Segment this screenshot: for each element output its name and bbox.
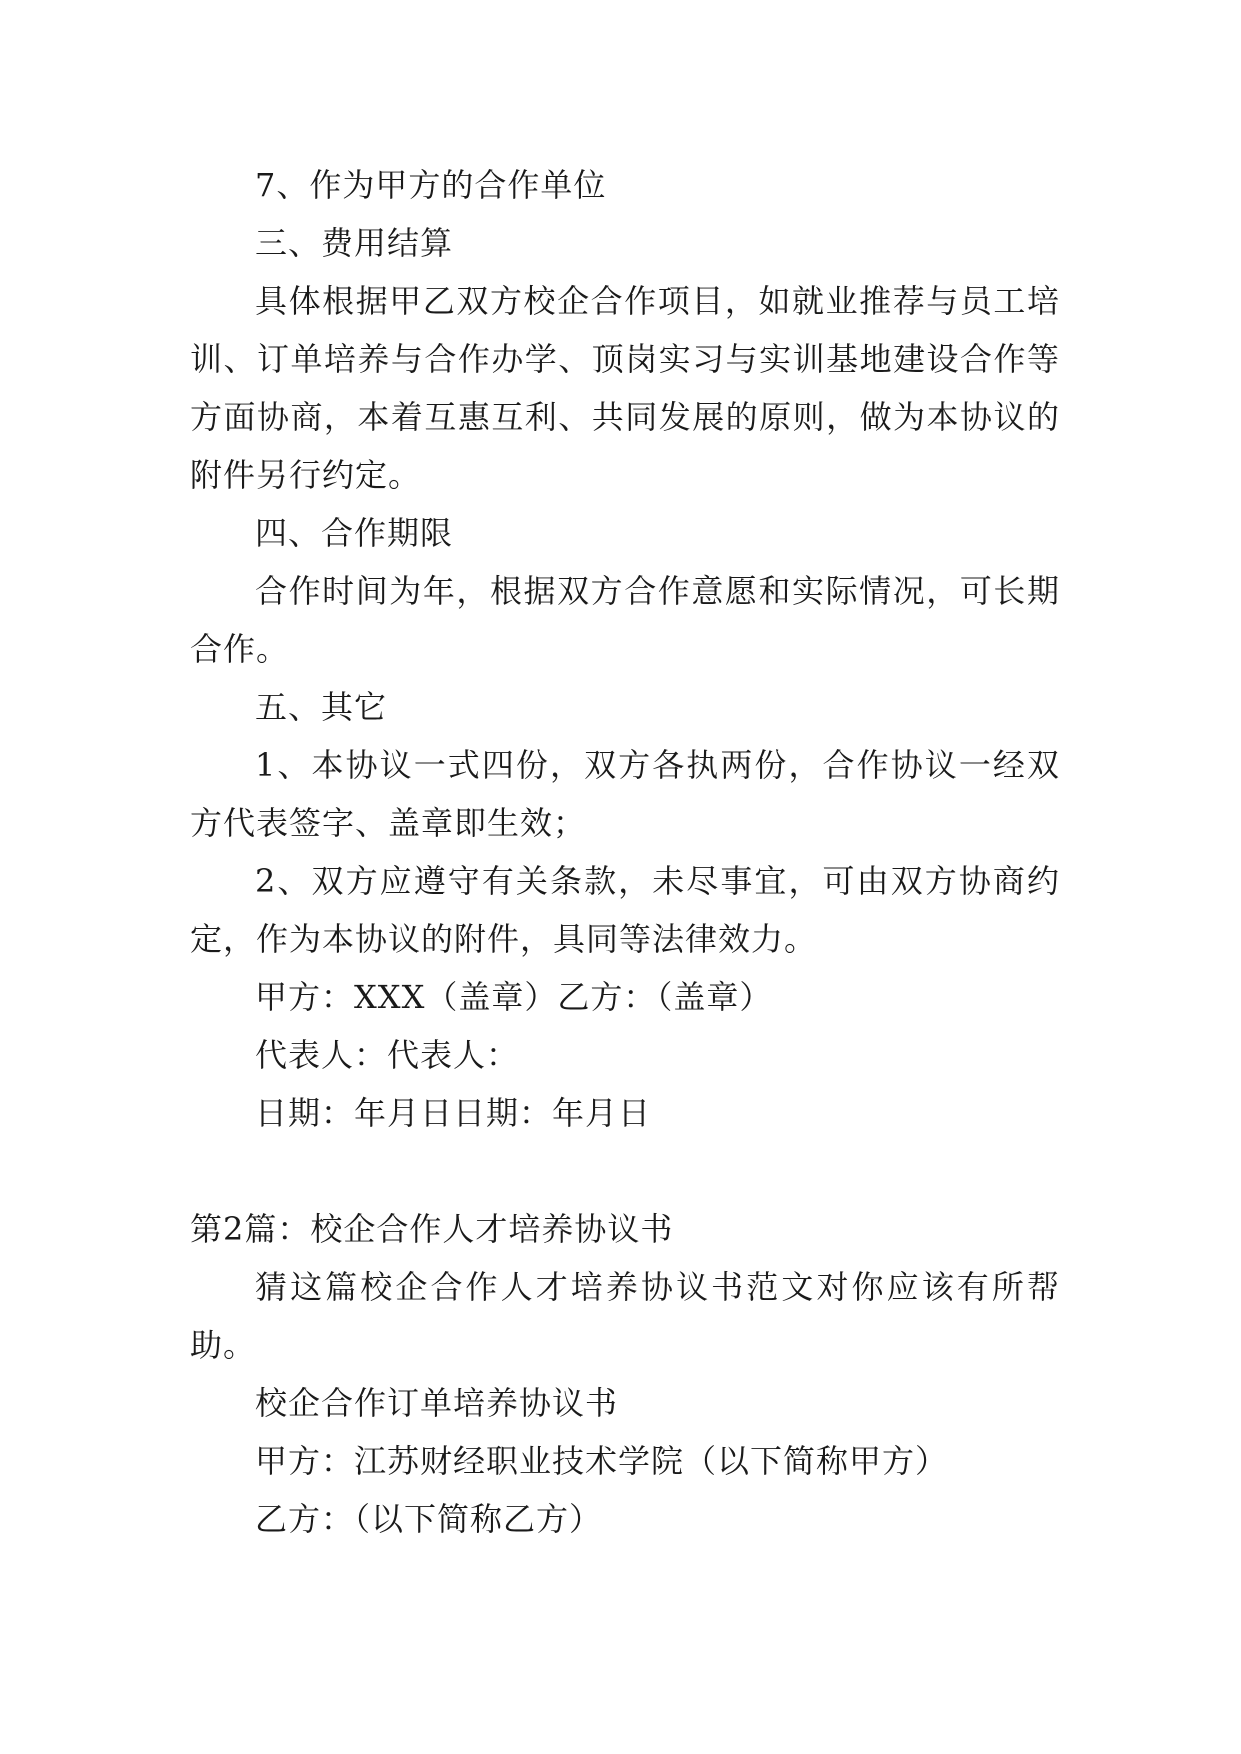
section-4-heading: 四、合作期限 (255, 514, 454, 552)
paragraph-line: 附件另行约定。 (190, 456, 422, 494)
paragraph-line: 具体根据甲乙双方校企合作项目，如就业推荐与员工培 (255, 282, 1060, 320)
paragraph-line: 合作时间为年，根据双方合作意愿和实际情况，可长期 (255, 572, 1060, 610)
party-a-line: 甲方：江苏财经职业技术学院（以下简称甲方） (255, 1442, 949, 1480)
paragraph-line: 助。 (190, 1326, 257, 1364)
paragraph-line: 1、本协议一式四份，双方各执两份，合作协议一经双 (255, 746, 1060, 784)
party-b-line: 乙方：（以下简称乙方） (255, 1500, 603, 1538)
section-3-heading: 三、费用结算 (255, 224, 454, 262)
paragraph-line: 训、订单培养与合作办学、顶岗实习与实训基地建设合作等 (190, 340, 1060, 378)
paragraph-line: 方代表签字、盖章即生效； (190, 804, 587, 842)
section-5-heading: 五、其它 (255, 688, 388, 726)
paragraph-line: 猜这篇校企合作人才培养协议书范文对你应该有所帮 (255, 1268, 1060, 1306)
signature-date-line: 日期：年月日日期：年月日 (255, 1094, 652, 1132)
paragraph-line: 2、双方应遵守有关条款，未尽事宜，可由双方协商约 (255, 862, 1060, 900)
paragraph-line: 合作。 (190, 630, 290, 668)
paragraph-line: 方面协商，本着互惠互利、共同发展的原则，做为本协议的 (190, 398, 1060, 436)
clause-7-line: 7、作为甲方的合作单位 (255, 166, 607, 204)
article-2-title: 第2篇：校企合作人才培养协议书 (190, 1210, 674, 1248)
signature-representative-line: 代表人：代表人： (255, 1036, 520, 1074)
paragraph-line: 定，作为本协议的附件，具同等法律效力。 (190, 920, 818, 958)
agreement-title: 校企合作订单培养协议书 (255, 1384, 619, 1422)
signature-parties-line: 甲方：XXX（盖章）乙方：（盖章） (255, 978, 773, 1016)
